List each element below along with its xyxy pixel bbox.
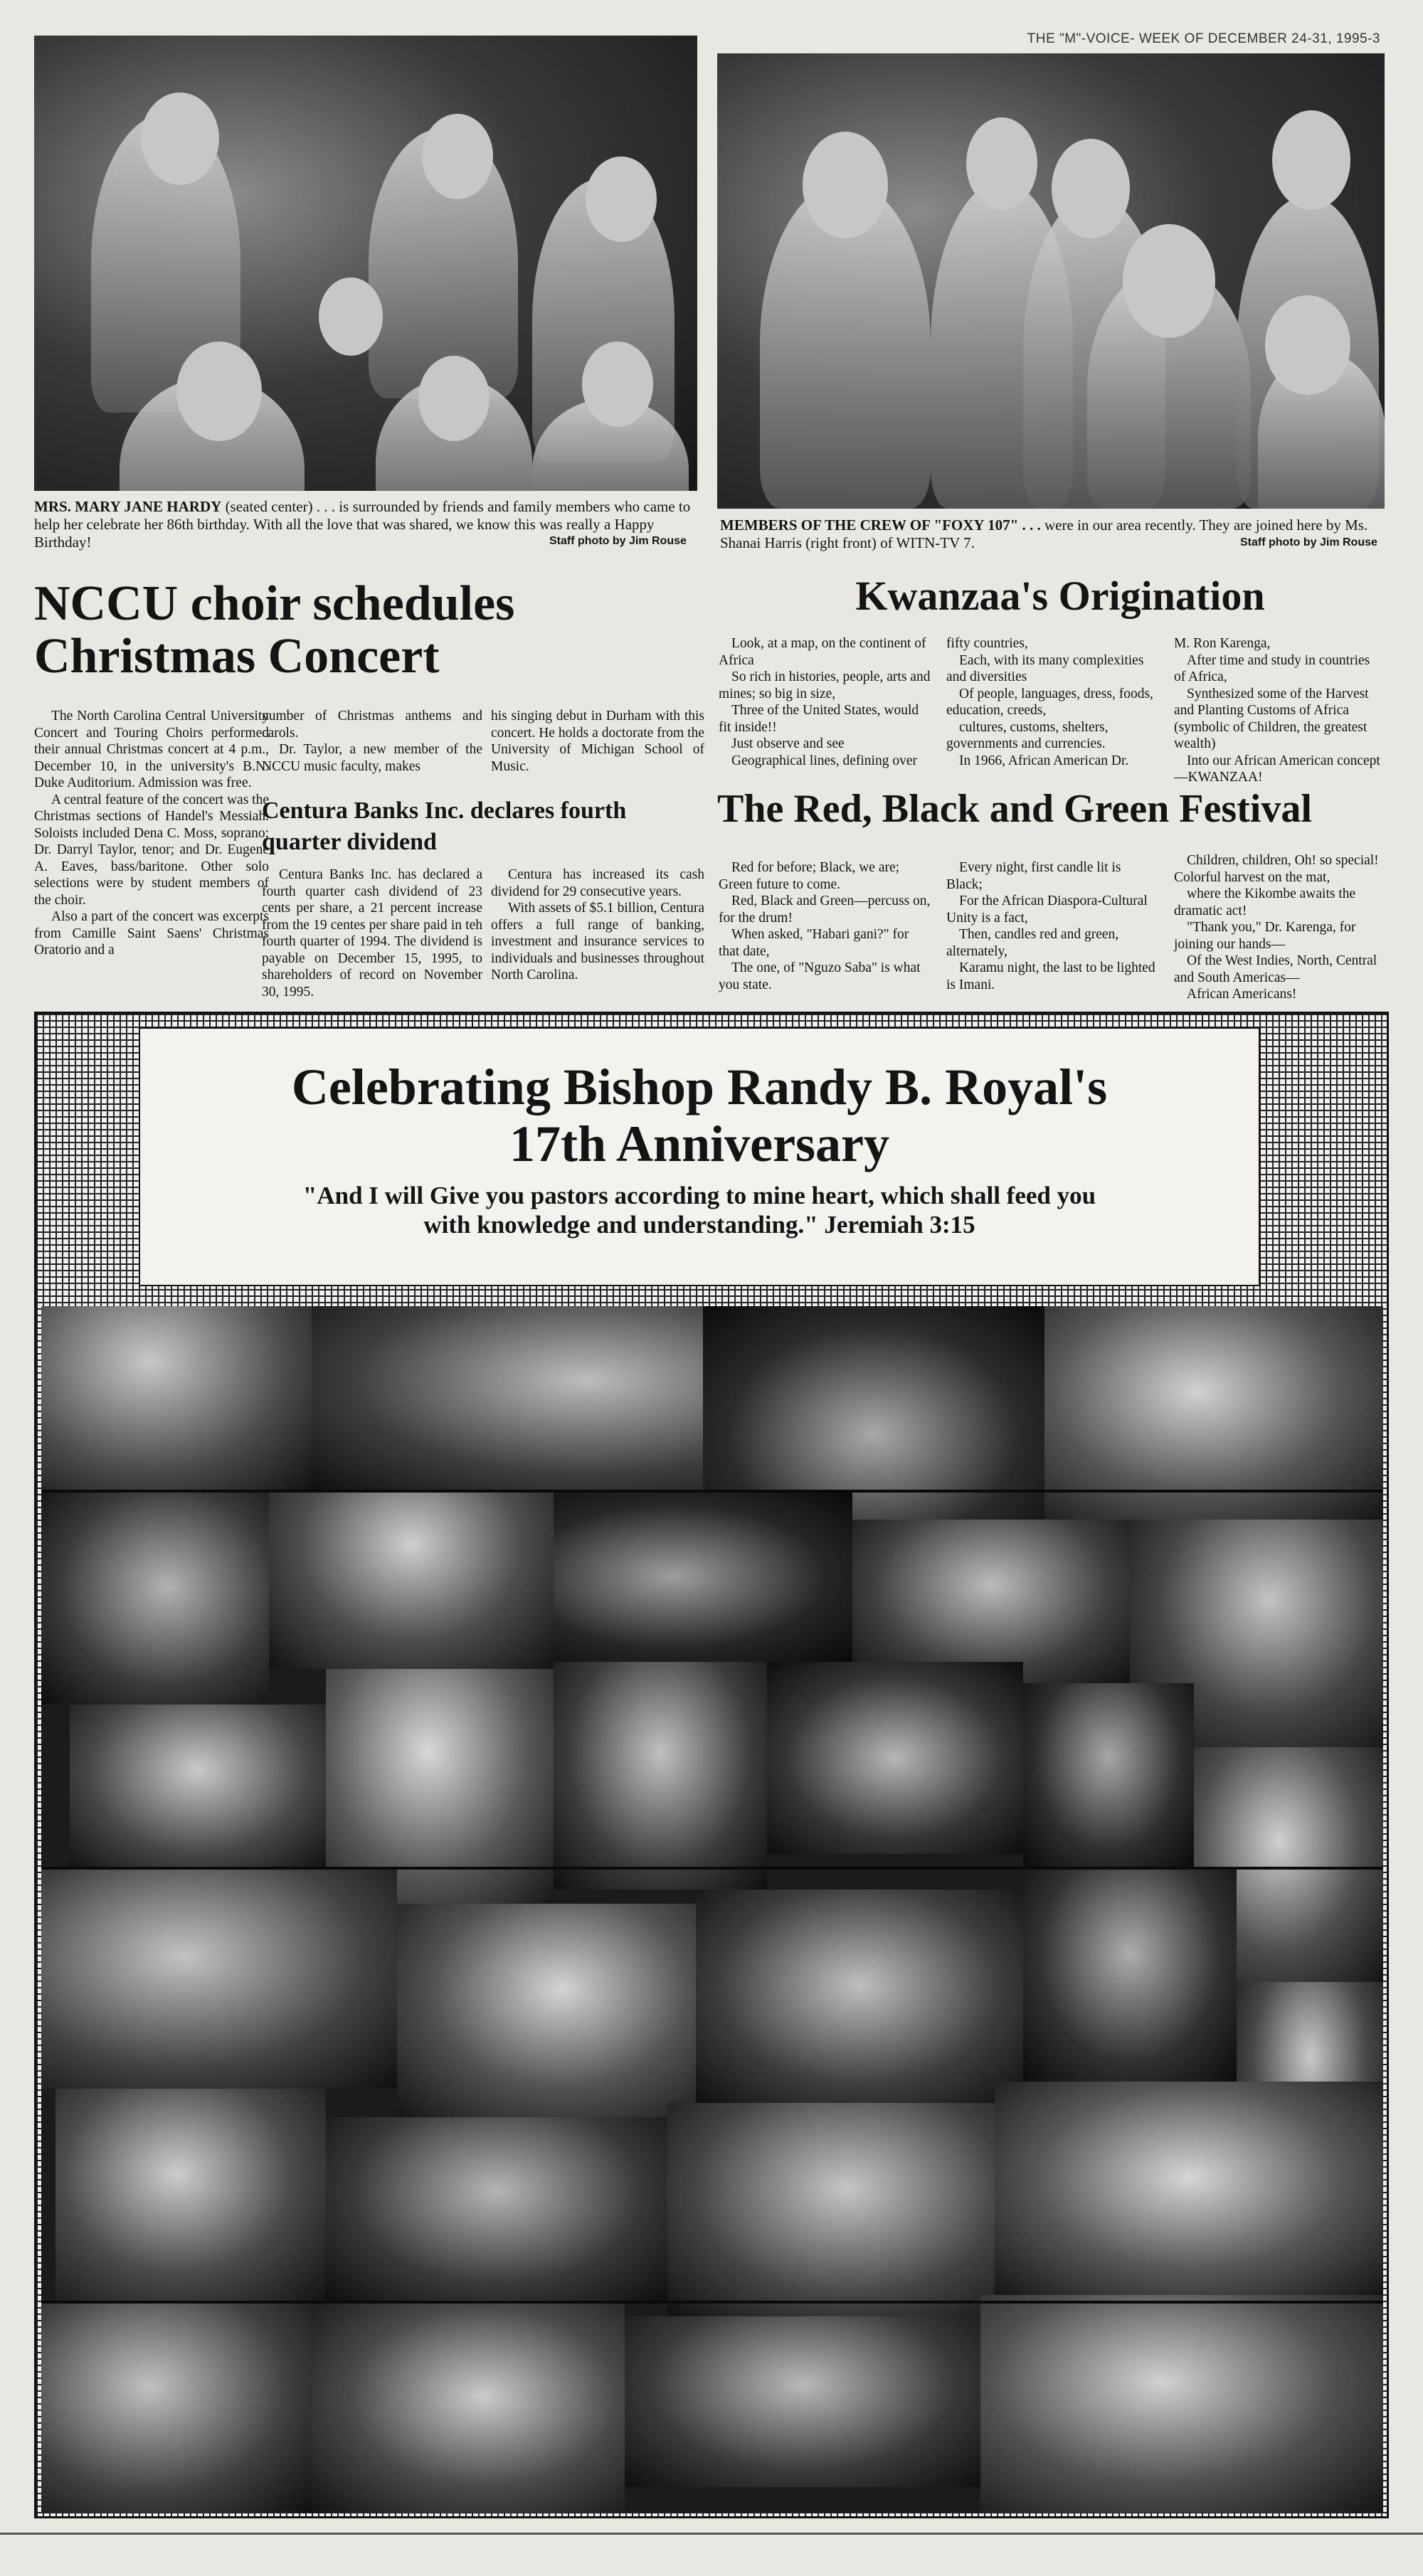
foxy107-caption-lead: MEMBERS OF THE CREW OF "FOXY 107" . . . — [720, 516, 1041, 534]
poem-line: Just observe and see — [731, 736, 845, 751]
foxy107-caption-text: were in our area recently. They are joined here by Ms. Shanai Harris (right front) of WITN-TV 7. — [720, 516, 1368, 551]
nccu-headline: NCCU choir schedules Christmas Concert — [34, 576, 515, 684]
poem-line: Synthesized some of the Harvest and Planting Customs of Africa (symbolic of Children, the greatest wealth) — [1174, 686, 1369, 751]
birthday-photo — [34, 36, 697, 491]
poem-line: Of the West Indies, North, Central and South Americas— — [1174, 953, 1377, 985]
nccu-column-1 — [34, 708, 269, 959]
poem-line: Each, with its many complexities and diversities — [946, 652, 1144, 684]
anniversary-banner — [139, 1027, 1260, 1286]
foxy107-crew-photo — [717, 53, 1385, 509]
poem-line: After time and study in countries of Africa, — [1174, 652, 1370, 684]
anniversary-title-line-2: 17th Anniversary — [509, 1115, 890, 1172]
poem-line: For the African Diaspora-Cultural Unity is a fact, — [946, 894, 1148, 926]
poem-line: Then, candles red and green, alternately, — [946, 927, 1119, 959]
centura-paragraph: With assets of $5.1 billion, Centura offers a full range of banking, investment and insurance services to individuals and businesses throughout North Carolina. — [491, 901, 704, 982]
poem-line: Into our African American concept—KWANZAA! — [1174, 753, 1380, 785]
anniversary-title-line-1: Celebrating Bishop Randy B. Royal's — [291, 1059, 1108, 1115]
bottom-rule — [0, 2533, 1423, 2535]
foxy107-photo-credit: Staff photo by Jim Rouse — [1240, 536, 1377, 548]
anniversary-quote-line-1: "And I will Give you pastors according to mine heart, which shall feed you — [302, 1182, 1096, 1209]
nccu-paragraph: Dr. Taylor, a new member of the NCCU music faculty, makes — [262, 742, 482, 774]
centura-headline: Centura Banks Inc. declares fourth quarter dividend — [262, 797, 627, 855]
nccu-paragraph: number of Christmas anthems and carols. — [262, 709, 482, 741]
kwanzaa-column-1 — [719, 635, 932, 769]
nccu-column-2 — [262, 708, 482, 775]
nccu-paragraph: The North Carolina Central University Concert and Touring Choirs performed their annual Christmas concert at 4 p.m., December 10, in the university's B.N. Duke Auditorium. Admission was free. — [34, 709, 269, 790]
poem-line: African Americans! — [1187, 987, 1297, 1002]
centura-paragraph: Centura Banks Inc. has declared a fourth quarter cash dividend of 23 cents per share, a 21 percent increase from the 19 centes per share paid in teh fourth quarter of 1994. The dividend is payable on December 15, 1995, to shareholders of record on November 30, 1995. — [262, 867, 482, 1000]
centura-column-1 — [262, 866, 482, 1000]
poem-line: Red, Black and Green—percuss on, for the drum! — [719, 894, 931, 926]
poem-line: Look, at a map, on the continent of Africa — [719, 636, 926, 668]
poem-line: Of people, languages, dress, foods, education, creeds, — [946, 686, 1153, 718]
festival-column-3 — [1174, 852, 1382, 1003]
poem-line: The one, of "Nguzo Saba" is what you state. — [719, 960, 921, 992]
poem-line: "Thank you," Dr. Karenga, for joining our hands— — [1174, 920, 1356, 952]
poem-line: cultures, customs, shelters, governments and currencies. — [946, 719, 1109, 751]
poem-line: In 1966, African American Dr. — [959, 753, 1129, 768]
birthday-caption-name: MRS. MARY JANE HARDY — [34, 498, 222, 515]
centura-column-2 — [491, 866, 704, 984]
nccu-column-3 — [491, 708, 704, 775]
kwanzaa-column-2 — [946, 635, 1160, 769]
poem-line: fifty countries, — [946, 636, 1028, 651]
kwanzaa-column-3 — [1174, 635, 1382, 786]
birthday-caption-text: (seated center) . . . is surrounded by friends and family members who came to help her celebrate her 86th birthday. With all the love that was shared, we know this was really a Happy Birthday! — [34, 498, 691, 551]
anniversary-photo-collage — [41, 1306, 1383, 2513]
poem-line: When asked, "Habari gani?" for that date, — [719, 927, 909, 959]
festival-headline: The Red, Black and Green Festival — [717, 787, 1312, 831]
poem-line: Every night, first candle lit is Black; — [946, 860, 1121, 892]
birthday-photo-credit: Staff photo by Jim Rouse — [549, 535, 687, 547]
centura-paragraph: Centura has increased its cash dividend for 29 consecutive years. — [491, 867, 704, 899]
anniversary-quote-line-2: with knowledge and understanding." Jeremiah 3:15 — [423, 1211, 975, 1239]
poem-line: So rich in histories, people, arts and mines; so big in size, — [719, 669, 931, 701]
poem-line: where the Kikombe awaits the dramatic act! — [1174, 886, 1356, 918]
poem-line: Red for before; Black, we are; Green future to come. — [719, 860, 900, 892]
festival-column-2 — [946, 859, 1160, 993]
poem-line: Children, children, Oh! so special! Colorful harvest on the mat, — [1174, 853, 1379, 885]
nccu-paragraph: Also a part of the concert was excerpts from Camille Saint Saens' Christmas Oratorio and a — [34, 909, 269, 958]
poem-line: M. Ron Karenga, — [1174, 636, 1271, 651]
poem-line: Three of the United States, would fit inside!! — [719, 703, 919, 735]
nccu-paragraph: A central feature of the concert was the Christmas sections of Handel's Messiah. Soloists included Dena C. Moss, soprano; Dr. Darryl Taylor, tenor; and Dr. Eugene A. Eaves, bass/baritone. Other solo selections were by student members of the choir. — [34, 792, 269, 908]
festival-column-1 — [719, 859, 932, 993]
poem-line: Geographical lines, defining over — [731, 753, 917, 768]
poem-line: Karamu night, the last to be lighted is Imani. — [946, 960, 1155, 992]
masthead: THE "M"-VOICE- WEEK OF DECEMBER 24-31, 1995-3 — [1027, 31, 1380, 46]
kwanzaa-headline: Kwanzaa's Origination — [855, 573, 1265, 619]
nccu-paragraph: his singing debut in Durham with this concert. He holds a doctorate from the University of Michigan School of Music. — [491, 709, 704, 774]
